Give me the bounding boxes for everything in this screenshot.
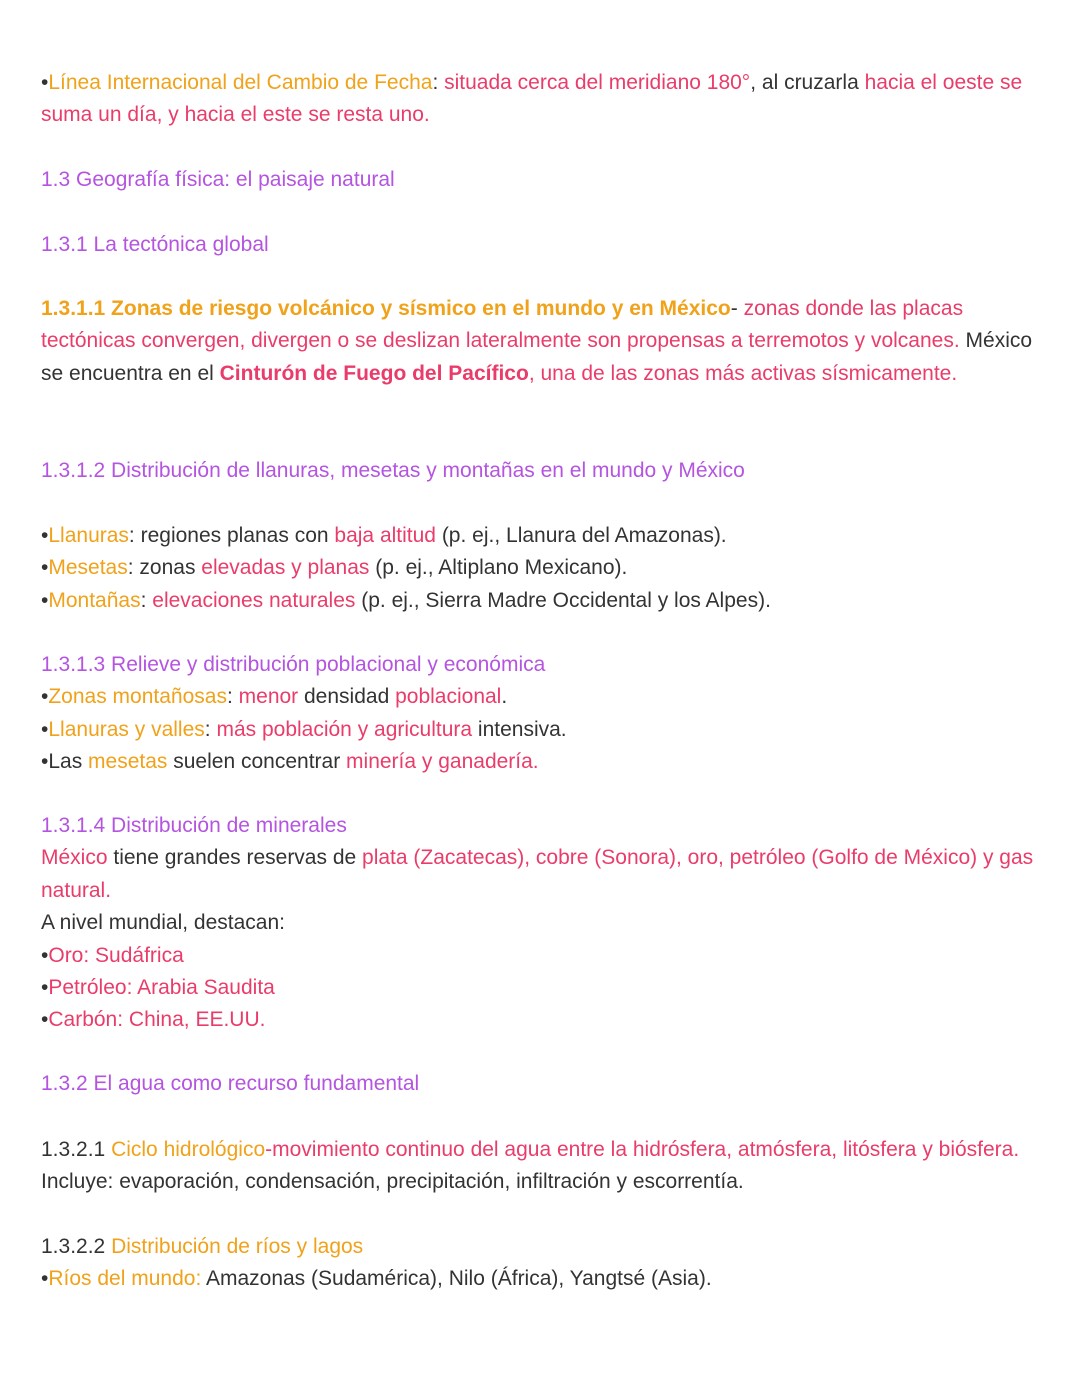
highlight-text: Carbón: China, EE.UU. — [48, 1008, 266, 1032]
bullet: • — [41, 976, 49, 1000]
section-heading-1-3: 1.3 Geografía física: el paisaje natural — [41, 168, 395, 191]
highlight-text: poblacional — [395, 685, 502, 709]
rios-block — [41, 1231, 1041, 1296]
list-item — [41, 746, 1041, 778]
body-text: regiones planas con — [140, 524, 335, 547]
minerales-block — [41, 810, 1041, 1037]
term-label: Ríos del mundo: — [48, 1267, 202, 1291]
term-label: Zonas montañosas — [48, 685, 227, 709]
body-text: intensiva. — [472, 717, 567, 741]
list-item — [41, 972, 1041, 1004]
list-item — [41, 1263, 1041, 1295]
body-text: (p. ej., Llanura del Amazonas). — [435, 524, 727, 547]
fecha-paragraph — [41, 67, 1041, 132]
term-label: Montañas — [48, 588, 141, 612]
highlight-text: elevadas y planas — [201, 556, 370, 580]
body-text: Incluye: evaporación, condensación, precipitación, infiltración y escorrentía. — [41, 1170, 744, 1194]
punctuation: - — [730, 297, 744, 320]
bullet: • — [41, 588, 49, 612]
highlight-text: Petróleo: Arabia Saudita — [48, 976, 275, 1000]
body-text: tiene grandes reservas de — [107, 846, 363, 870]
body-text: suelen concentrar — [167, 750, 347, 774]
bullet: • — [41, 685, 49, 709]
body-text: (p. ej., Sierra Madre Occidental y los Alpes). — [355, 588, 771, 612]
list-item — [41, 552, 1041, 584]
subsection-heading — [41, 1231, 1041, 1263]
body-text: , al cruzarla — [750, 71, 865, 94]
bullet: • — [41, 524, 49, 547]
highlight-text: -movimiento continuo del agua entre la hidrósfera, atmósfera, litósfera y biósfera. — [265, 1138, 1020, 1161]
highlight-text: hacia el oeste se suma un día, y hacia el este se resta uno. — [41, 71, 1023, 127]
bullet: • — [41, 1267, 49, 1291]
list-item — [41, 681, 1041, 713]
highlight-text: menor — [238, 685, 299, 709]
punctuation: : — [140, 588, 153, 612]
riesgo-paragraph — [41, 293, 1041, 390]
highlight-text: México — [41, 846, 108, 870]
section-number: 1.3.2.2 — [41, 1235, 112, 1258]
section-heading-1-3-1-4: 1.3.1.4 Distribución de minerales — [41, 814, 347, 837]
bullet: • — [41, 556, 49, 580]
highlight-text: Cinturón de Fuego del Pacífico — [219, 361, 529, 385]
punctuation: . — [501, 685, 508, 709]
body-text: zonas — [139, 556, 202, 580]
term-label: Llanuras y valles — [48, 717, 205, 741]
relieve-block — [41, 649, 1041, 779]
body-text: Amazonas (Sudamérica), Nilo (África), Yangtsé (Asia). — [201, 1267, 712, 1291]
section-heading-1-3-1: 1.3.1 La tectónica global — [41, 233, 269, 256]
highlight-text: , una de las zonas más activas sísmicamente. — [528, 361, 958, 385]
minerales-paragraph — [41, 842, 1041, 907]
punctuation: : — [226, 685, 239, 709]
section-heading-1-3-1-2: 1.3.1.2 Distribución de llanuras, mesetas y montañas en el mundo y México — [41, 459, 745, 482]
highlight-text: más población y agricultura — [216, 717, 473, 741]
subsection-title: Distribución de ríos y lagos — [111, 1235, 364, 1258]
punctuation: : — [128, 524, 141, 547]
term-label: mesetas — [88, 750, 168, 774]
highlight-text: situada cerca del meridiano 180° — [444, 71, 751, 94]
term-label: Línea Internacional del Cambio de Fecha — [48, 71, 433, 94]
highlight-text: zonas donde las placas tectónicas convergen, divergen o se deslizan lateralmente son propensas a terremotos y volcanes. — [41, 297, 964, 353]
highlight-text: elevaciones naturales — [152, 588, 356, 612]
bullet: • — [41, 71, 49, 94]
punctuation: : — [204, 717, 217, 741]
highlight-text: Oro: Sudáfrica — [48, 943, 184, 967]
highlight-text: minería y ganadería. — [346, 750, 539, 774]
term-label: Ciclo hidrológico — [111, 1138, 266, 1161]
term-label: Mesetas — [48, 556, 128, 580]
section-heading-1-3-1-3: 1.3.1.3 Relieve y distribución poblacional y económica — [41, 653, 546, 676]
section-number: 1.3.2.1 — [41, 1138, 112, 1161]
body-text: (p. ej., Altiplano Mexicano). — [369, 556, 628, 580]
list-item — [41, 940, 1041, 972]
body-text: México se encuentra en el — [41, 329, 1033, 385]
list-item — [41, 1004, 1041, 1036]
bullet: • — [41, 717, 49, 741]
body-text: •Las — [41, 750, 89, 774]
term-label: Llanuras — [48, 524, 129, 547]
section-heading-1-3-2: 1.3.2 El agua como recurso fundamental — [41, 1072, 420, 1095]
ciclo-paragraph — [41, 1134, 1041, 1199]
list-item — [41, 520, 1041, 552]
highlight-text: baja altitud — [334, 524, 436, 547]
body-text: A nivel mundial, destacan: — [41, 911, 285, 935]
list-item — [41, 585, 1041, 617]
bullet: • — [41, 1008, 49, 1032]
list-item — [41, 714, 1041, 746]
highlight-text: plata (Zacatecas), cobre (Sonora), oro, petróleo (Golfo de México) y gas natural. — [41, 846, 1034, 902]
punctuation: : — [127, 556, 140, 580]
punctuation: : — [432, 71, 445, 94]
landforms-list — [41, 520, 1041, 617]
subsection-heading: 1.3.1.1 Zonas de riesgo volcánico y sísmico en el mundo y en México — [41, 297, 731, 320]
bullet: • — [41, 943, 49, 967]
body-text: densidad — [298, 685, 396, 709]
